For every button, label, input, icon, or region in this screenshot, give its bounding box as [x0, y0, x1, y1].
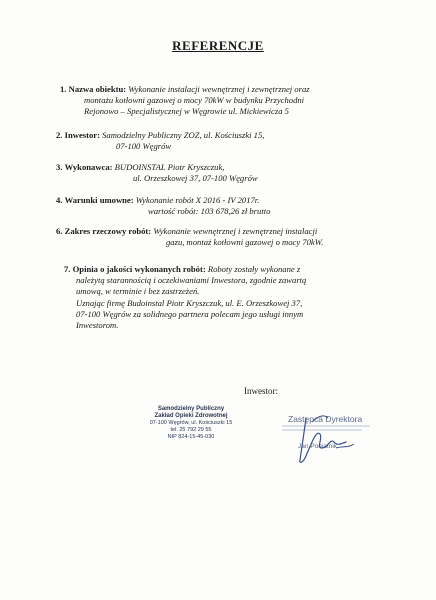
item-value: Roboty zostały wykonane z [207, 264, 301, 274]
stamp-line: Zakład Opieki Zdrowotnej [154, 413, 228, 419]
item-contract-terms [56, 195, 386, 217]
item-label: Opinia o jakości wykonanych robót: [72, 264, 206, 274]
item-value: 07-100 Węgrów za solidnego partnera polecam jego usługi innym [76, 308, 304, 319]
item-number: 2. [56, 130, 63, 140]
item-label: Wykonawca: [64, 162, 113, 172]
item-contractor [56, 162, 386, 184]
stamp-head: Zastępca Dyrektora [288, 414, 363, 424]
institution-stamp [132, 406, 250, 441]
item-number: 3. [56, 162, 63, 172]
item-number: 4. [56, 195, 63, 205]
item-object-name [60, 84, 390, 118]
item-value: wartość robót: 103 678,26 zł brutto [148, 206, 271, 217]
item-label: Zakres rzeczowy robót: [64, 226, 152, 236]
stamp-name: Jan Poniatnik [298, 443, 338, 450]
investor-signature-label: Inwestor: [244, 386, 278, 396]
item-label: Warunki umowne: [64, 195, 134, 205]
item-value: ul. Orzeszkowej 37, 07-100 Węgrów [133, 173, 258, 184]
item-value: BUDOINSTAL Piotr Kryszczuk, [114, 162, 225, 172]
handwritten-signature [276, 408, 376, 468]
item-value: umową, w terminie i bez zastrzeżeń. [76, 286, 200, 297]
item-number: 6. [56, 226, 63, 236]
item-scope-of-work [56, 226, 386, 248]
item-value: Wykonanie robót X 2016 - IV 2017r. [135, 195, 260, 205]
item-value: należytą starannością i oczekiwaniami Inwestora, zgodnie zawartą [76, 275, 307, 286]
document-title: REFERENCJE [172, 38, 264, 53]
item-value: Inwestorom. [76, 320, 119, 331]
stamp-line: tel. 25 792 29 55 [170, 427, 212, 433]
item-quality-opinion [64, 264, 390, 331]
item-value: Wykonanie instalacji wewnętrznej i zewnętrznej oraz [128, 84, 310, 94]
item-number: 1. [60, 84, 67, 94]
item-value: Samodzielny Publiczny ZOZ, ul. Kościuszki 15, [102, 130, 265, 140]
item-value: 07-100 Węgrów [116, 141, 172, 152]
item-value: Wykonanie wewnętrznej i zewnętrznej instalacji [153, 226, 318, 236]
item-label: Inwestor: [64, 130, 100, 140]
item-label: Nazwa obiektu: [68, 84, 127, 94]
item-value: Uznając firmę Budoinstal Piotr Kryszczuk, ul. E. Orzeszkowej 37, [76, 297, 303, 308]
stamp-line: 07-100 Węgrów, ul. Kościuszki 15 [149, 420, 233, 426]
item-investor [56, 130, 386, 152]
stamp-line: Samodzielny Publiczny [157, 406, 225, 412]
item-value: montażu kotłowni gazowej o mocy 70kW w budynku Przychodni [84, 95, 305, 106]
item-value: Rejonowo – Specjalistycznej w Węgrowie ul. Mickiewicza 5 [84, 106, 289, 117]
item-number: 7. [64, 264, 71, 274]
stamp-line: NIP 824-15-45-030 [167, 434, 215, 440]
item-value: gazu, montaż kotłowni gazowej o mocy 70kW. [166, 237, 324, 248]
